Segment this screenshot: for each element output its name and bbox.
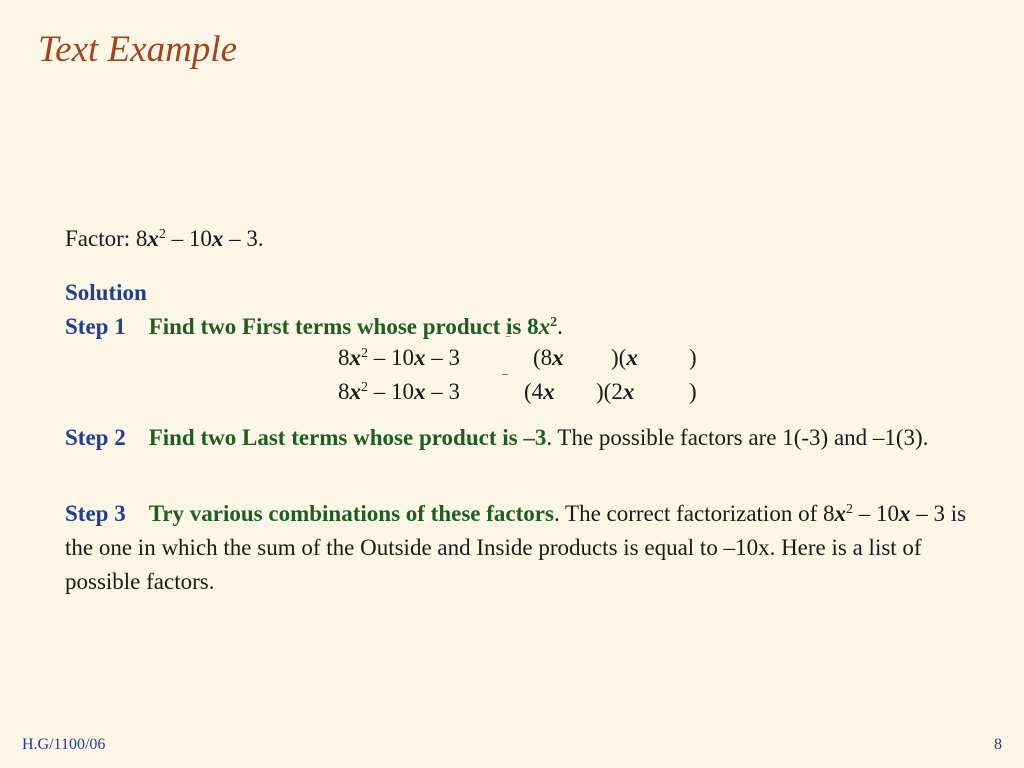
slide-title: Text Example	[38, 29, 238, 70]
step1-text: Find two First terms whose product is $8x^2$	[148, 314, 558, 339]
step3-rest2: – 10	[853, 501, 899, 526]
step3-label: Step 3	[65, 501, 126, 526]
solution-label: Solution	[65, 280, 147, 305]
equation-line-2-factor-1: (4x	[524, 379, 555, 404]
step2-paragraph	[65, 421, 975, 455]
dash-mark: _	[502, 362, 508, 376]
equation-line-2-lhs: $8x^2 - 10x - 3$	[338, 379, 460, 404]
step3-rest1: . The correct factorization of 8	[553, 501, 835, 526]
step3-exp: 2	[846, 502, 853, 517]
step2-bold: Find two Last terms whose product is –3	[148, 425, 547, 450]
step1-label: Step 1	[65, 314, 126, 339]
step3-var2: x	[899, 501, 911, 526]
problem-prefix: Factor:	[65, 226, 136, 251]
step1-tail: .	[557, 314, 563, 339]
dash-mark: ‾	[506, 335, 510, 349]
problem-var: x	[147, 226, 159, 251]
problem-end: – 3.	[223, 226, 264, 251]
equation-line-2-close: )	[689, 379, 697, 404]
step2-label: Step 2	[65, 425, 126, 450]
problem-coef: 8	[135, 226, 148, 251]
equation-line-2-factor-2: )(2x	[596, 379, 635, 404]
step3-var1: x	[834, 501, 846, 526]
equation-line-1-factor-2: )(x	[611, 345, 638, 370]
equation-line-1-factor-1: (8x	[533, 345, 564, 370]
problem-statement	[65, 226, 264, 252]
step3-paragraph	[65, 497, 975, 599]
solution-heading-block	[65, 276, 975, 344]
problem-mid: – 10	[165, 226, 212, 251]
page-number: 8	[994, 736, 1002, 753]
step3-bold: Try various combinations of these factors	[148, 501, 554, 526]
step2-rest: . The possible factors are 1(-3) and –1(3).	[546, 425, 929, 450]
problem-exp: 2	[158, 227, 166, 242]
step1-line	[65, 310, 975, 344]
problem-var2: x	[211, 226, 224, 251]
step3-rest3: – 3 is the one in which the sum of the Outside and Inside products is equal to –10x. Here is a list of possible factors.	[65, 501, 967, 594]
equation-line-1-close: )	[689, 345, 697, 370]
footer-code: H.G/1100/06	[22, 736, 106, 753]
equation-line-1-lhs: $8x^2 - 10x - 3$	[338, 345, 460, 370]
